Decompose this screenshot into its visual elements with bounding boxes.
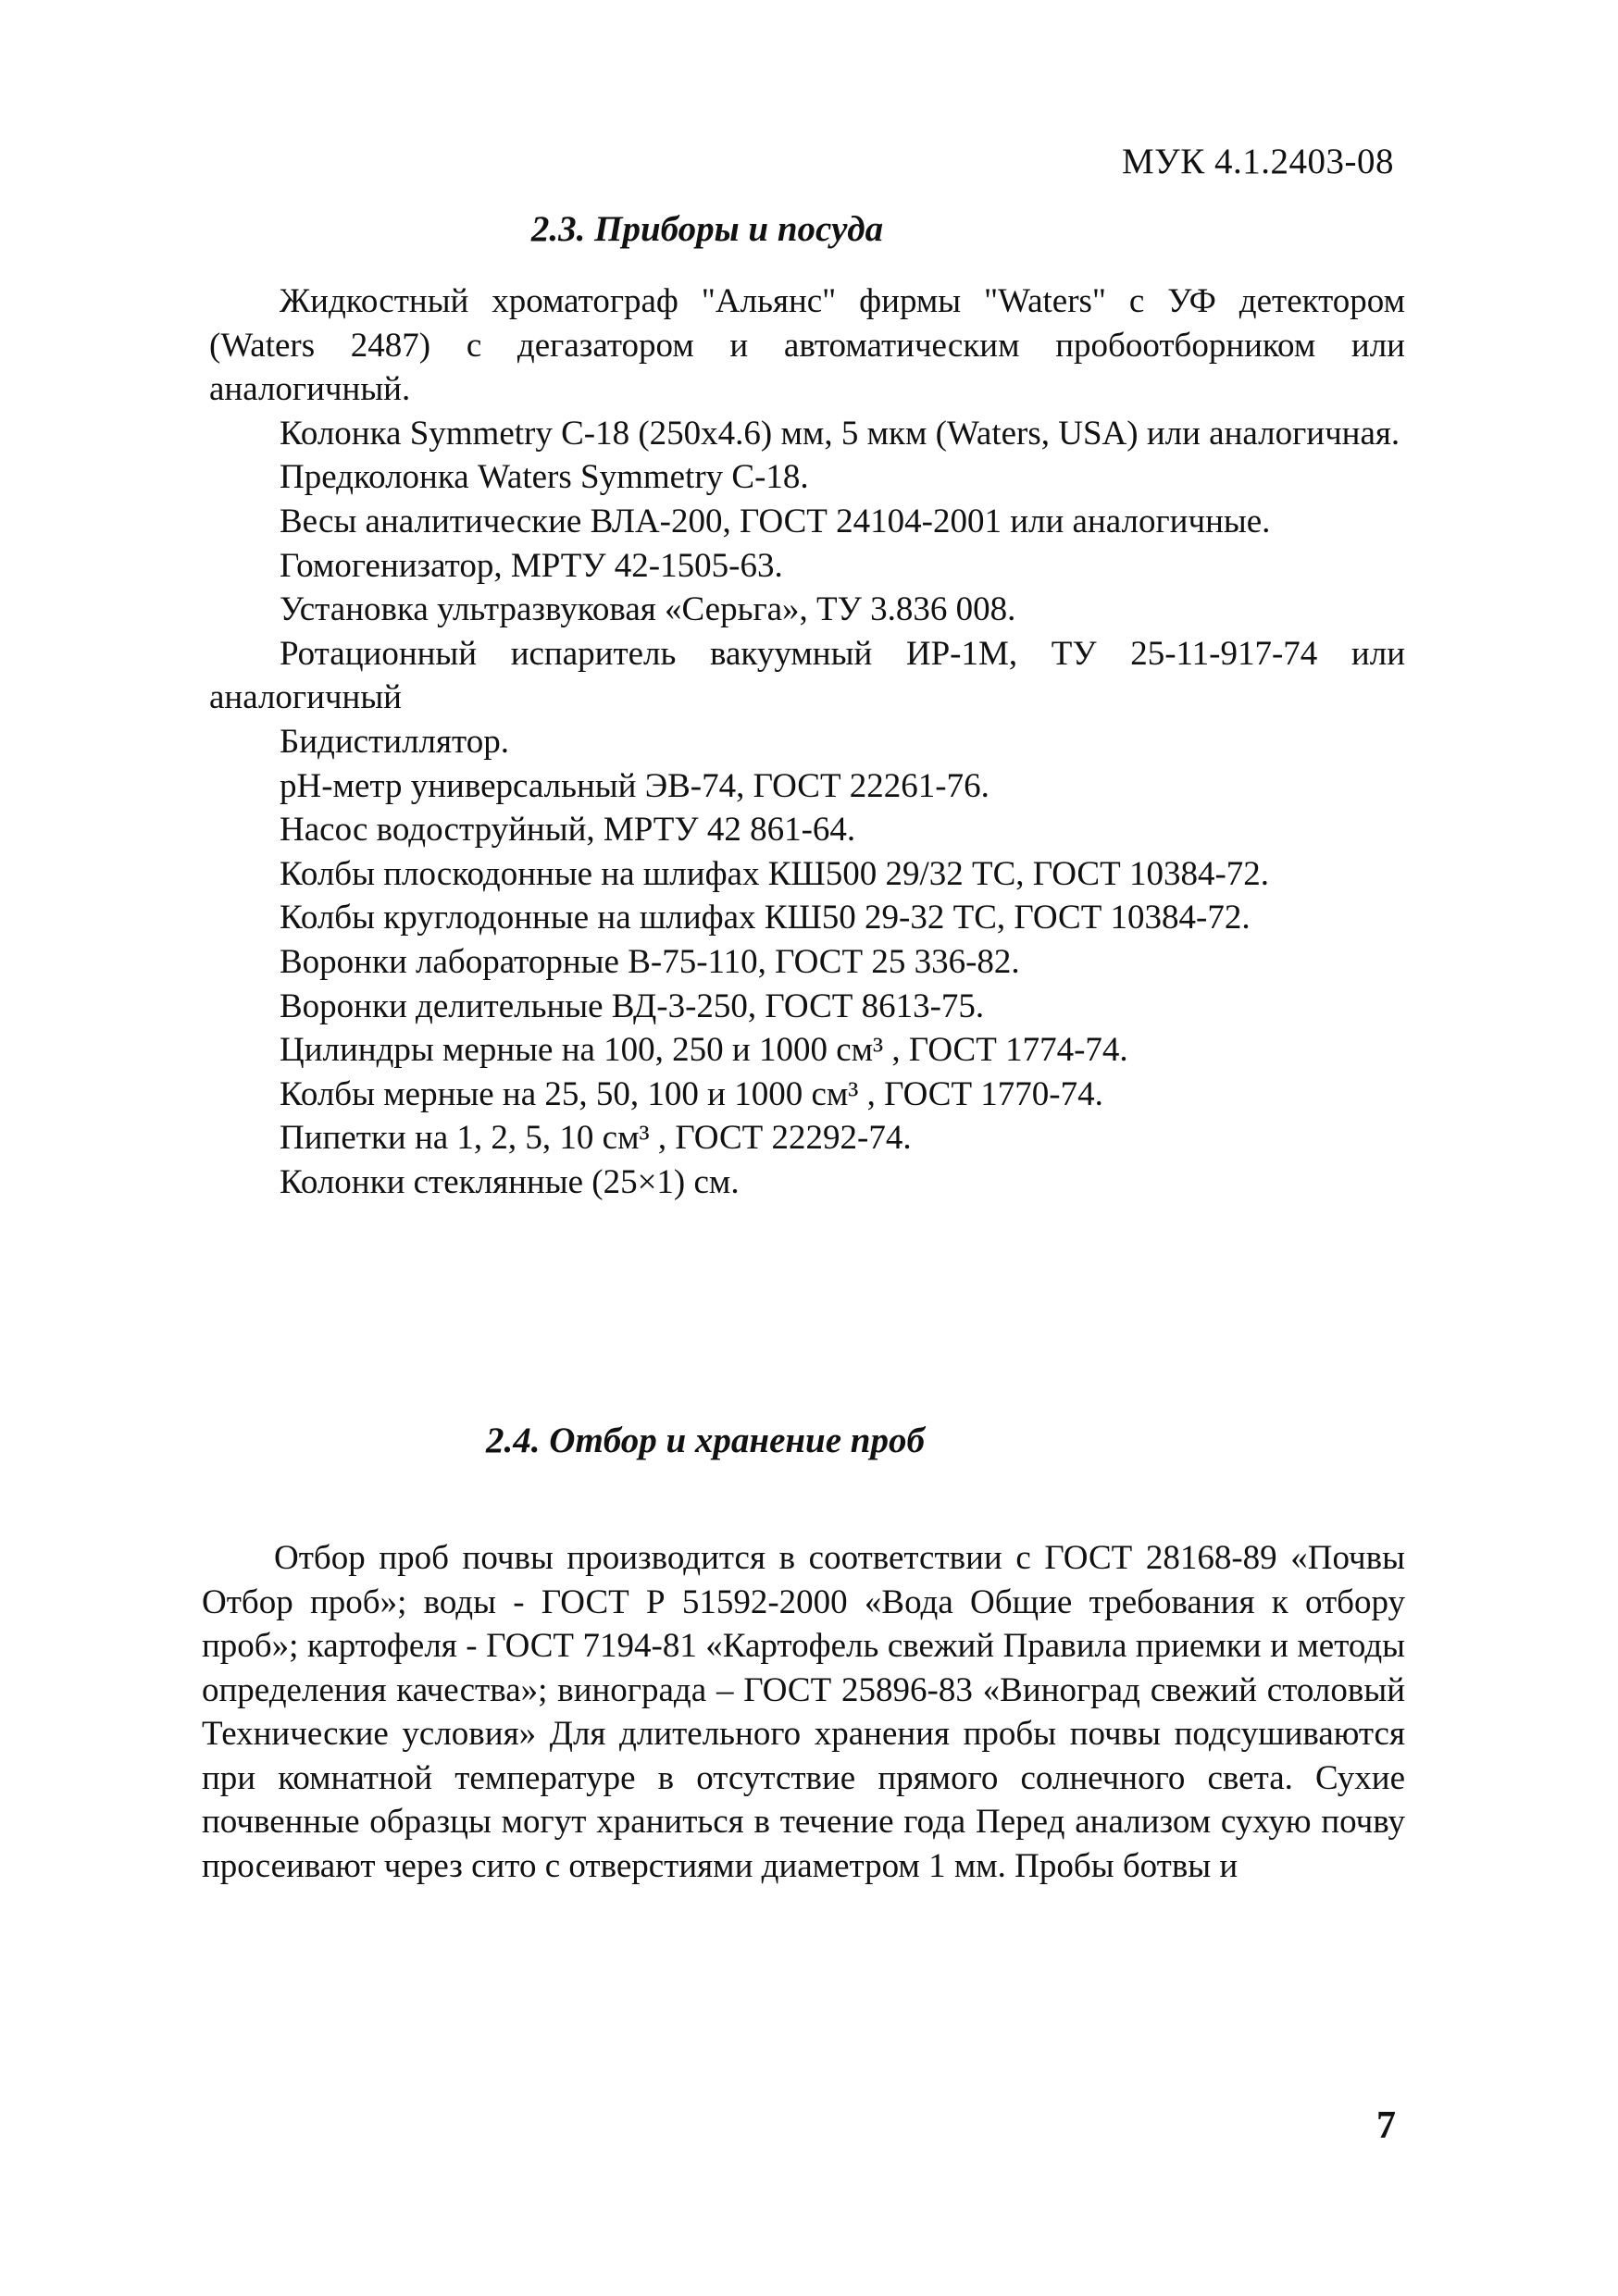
list-item: Колонка Symmetry С-18 (250x4.6) мм, 5 мкм (Waters, USA) или аналогичная. xyxy=(280,414,1400,453)
sampling-paragraph: Отбор проб почвы производится в соответствии с ГОСТ 28168-89 «Почвы Отбор проб»; воды - ГОСТ Р 51592-2000 «Вода Общие требования к отбору проб»; картофеля - ГОСТ 7194-81 «Картофель свежий Правила приемки и методы определения качества»; винограда – ГОСТ 25896-83 «Виноград свежий столовый Технические условия» Для длительного хранения пробы почвы подсушиваются при комнатной температуре в отсутствие прямого солнечного света. Сухие почвенные образцы могут храниться в течение года Перед анализом сухую почву просеивают через сито с отверстиями диаметром 1 мм. Пробы ботвы и xyxy=(202,1539,1405,1885)
list-item: Весы аналитические ВЛА-200, ГОСТ 24104-2001 или аналогичные. xyxy=(280,502,1271,540)
list-item: Воронки делительные ВД-3-250, ГОСТ 8613-75. xyxy=(280,987,985,1025)
list-item: Предколонка Waters Symmetry С-18. xyxy=(280,458,809,497)
equipment-list xyxy=(209,279,1405,1204)
list-item: Гомогенизатор, МРТУ 42-1505-63. xyxy=(280,546,783,585)
list-item: рН-метр универсальный ЭВ-74, ГОСТ 22261-76. xyxy=(280,766,989,805)
list-item: Установка ультразвуковая «Серьга», ТУ 3.836 008. xyxy=(280,590,1016,629)
list-item: Колбы плоскодонные на шлифах КШ500 29/32 ТС, ГОСТ 10384-72. xyxy=(280,854,1270,893)
document-code: МУК 4.1.2403-08 xyxy=(1121,142,1394,181)
list-item: Пипетки на 1, 2, 5, 10 см³ , ГОСТ 22292-74. xyxy=(280,1119,912,1158)
list-item: Колбы мерные на 25, 50, 100 и 1000 см³ , ГОСТ 1770-74. xyxy=(280,1074,1103,1113)
list-item: Колонки стеклянные (25×1) см. xyxy=(280,1162,740,1201)
page-number: 7 xyxy=(1376,2104,1396,2147)
list-item: Ротационный испаритель вакуумный ИР-1М, ТУ 25-11-917-74 или аналогичный xyxy=(209,634,1405,717)
section-heading-2-3: 2.3. Приборы и посуда xyxy=(530,209,884,249)
list-item: Колбы круглодонные на шлифах КШ50 29-32 ТС, ГОСТ 10384-72. xyxy=(280,899,1251,937)
section-heading-2-4: 2.4. Отбор и хранение проб xyxy=(486,1421,925,1460)
list-item: Жидкостный хроматограф "Альянс" фирмы "Waters" с УФ детектором (Waters 2487) с дегазатором и автоматическим пробоотборником или аналогичный. xyxy=(209,282,1405,409)
list-item: Бидистиллятор. xyxy=(280,722,509,761)
list-item: Цилиндры мерные на 100, 250 и 1000 см³ , ГОСТ 1774-74. xyxy=(280,1031,1128,1070)
list-item: Насос водоструйный, МРТУ 42 861-64. xyxy=(280,811,856,850)
list-item: Воронки лабораторные В-75-110, ГОСТ 25 336-82. xyxy=(280,942,1020,981)
